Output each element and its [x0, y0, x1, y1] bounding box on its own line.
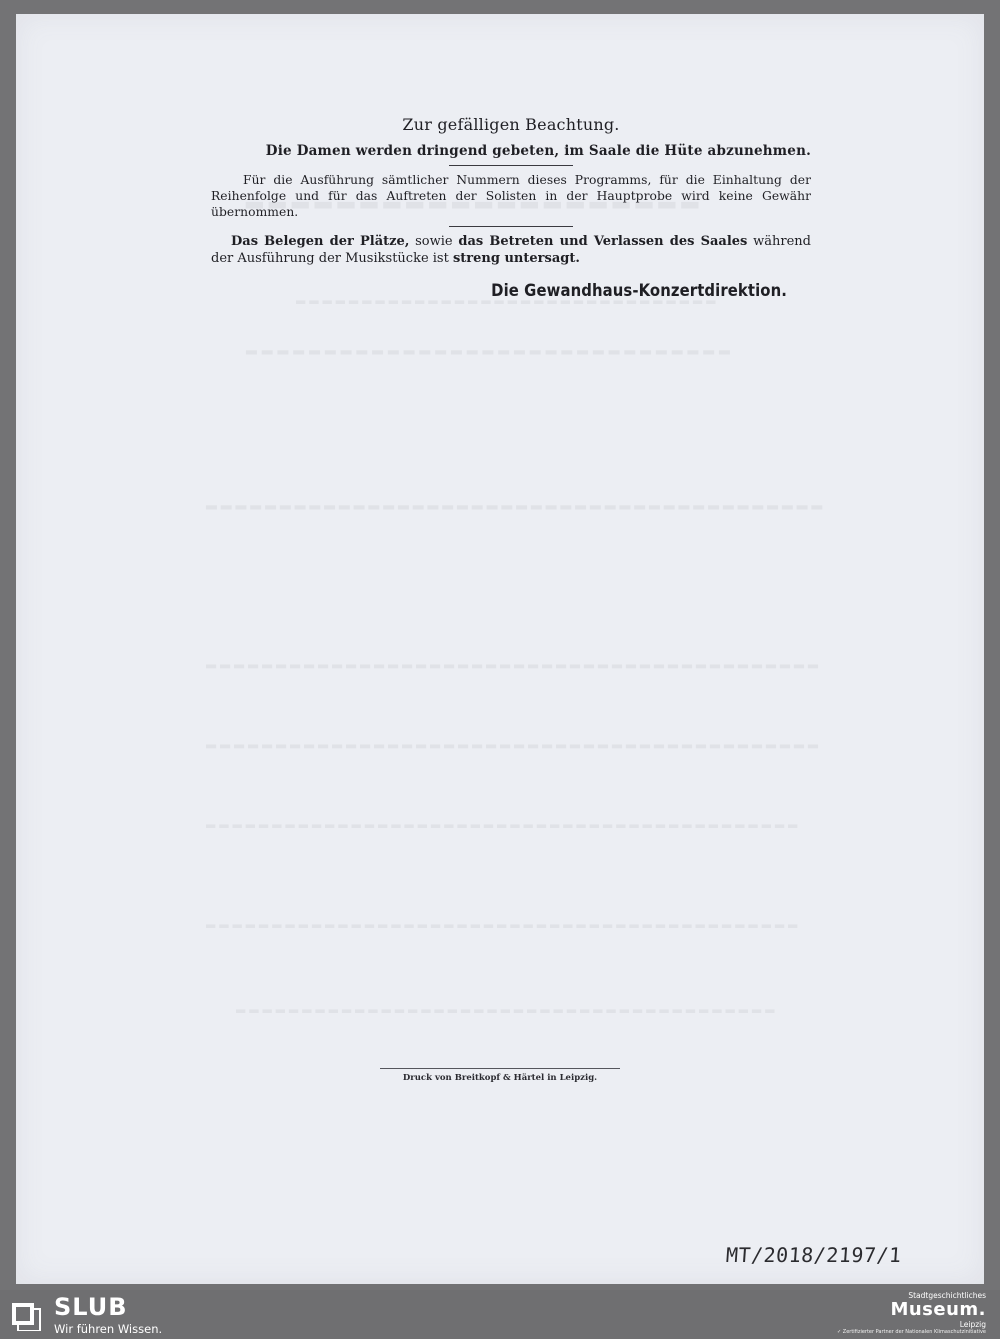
inventory-number: MT/2018/2197/1 [725, 1243, 903, 1267]
slub-slogan: Wir führen Wissen. [54, 1322, 163, 1336]
slub-logo-text: SLUB [54, 1293, 128, 1321]
show-through-line [206, 654, 822, 669]
notice-seating-rule [211, 233, 811, 267]
museum-name: Museum. [890, 1299, 986, 1320]
divider-rule [449, 226, 573, 227]
seating-text: sowie [409, 234, 459, 249]
notice-hats-request: Die Damen werden dringend gebeten, im Saale die Hüte abzunehmen. [265, 143, 811, 159]
seating-text: während der Ausführung der Musikstücke ist [211, 234, 811, 266]
show-through-line [206, 914, 801, 928]
show-through-line [236, 999, 778, 1013]
printer-imprint: Druck von Breitkopf & Härtel in Leipzig. [402, 1073, 598, 1083]
seating-text-bold: das Betreten und Verlassen des Saales [458, 234, 748, 249]
museum-logo [837, 1291, 986, 1336]
printer-rule [380, 1068, 620, 1069]
notice-block [211, 115, 811, 300]
show-through-line [246, 339, 735, 355]
notice-disclaimer: Für die Ausführung sämtlicher Nummern dieses Programms, für die Einhaltung der Reihenfolge und für das Auftreten der Solisten in der Hauptprobe wird keine Gewähr übernommen. [211, 173, 811, 219]
slub-logo-icon [12, 1303, 42, 1331]
museum-partner-note: ✓ Zertifizierter Partner der Nationalen Klimaschutzinitiative [836, 1329, 986, 1335]
show-through-line [206, 734, 822, 749]
seating-text-bold: streng untersagt. [452, 251, 580, 266]
divider-rule [449, 165, 573, 166]
show-through-line [206, 494, 826, 510]
seating-text-bold: Das Belegen der Plätze, [231, 234, 410, 249]
show-through-line [206, 814, 801, 828]
museum-pre-text: Stadtgeschichtliches [908, 1291, 986, 1300]
museum-city: Leipzig [959, 1320, 986, 1329]
notice-title: Zur gefälligen Beachtung. [402, 115, 620, 134]
signature-directorate: Die Gewandhaus-Konzertdirektion. [491, 281, 787, 300]
